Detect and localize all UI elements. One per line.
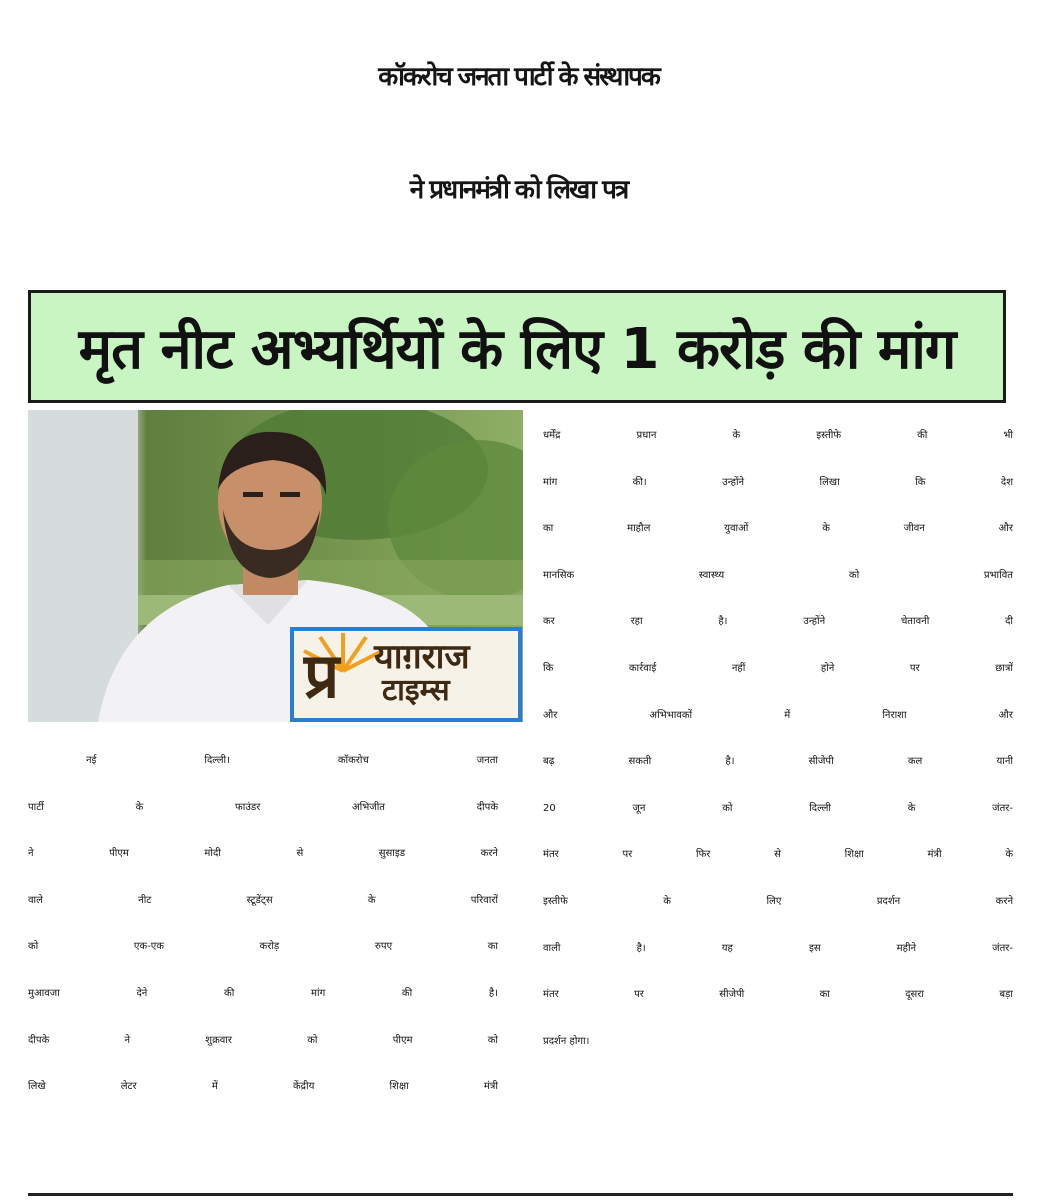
article-line: नई दिल्ली। कॉकरोच जनता: [86, 755, 498, 766]
article-line: मुआवजा देने की मांग की है।: [28, 987, 498, 999]
article-line: मंतर पर फिर से शिक्षा मंत्री के: [543, 849, 1013, 861]
prayagraj-times-logo: [290, 627, 522, 722]
article-column-right: [543, 413, 1013, 1065]
article-line: वाले नीट स्टूडेंट्स के परिवारों: [28, 894, 498, 906]
logo-word-1: याग़राज: [374, 637, 470, 677]
article-line: मांग की। उन्होंने लिखा कि देश: [543, 476, 1013, 488]
article-line: प्रदर्शन होगा।: [543, 1035, 590, 1047]
article-line: दीपके ने शुक्रवार को पीएम को: [28, 1034, 498, 1046]
article-line: लिखे लेटर में केंद्रीय शिक्षा मंत्री: [28, 1081, 498, 1093]
bottom-divider: [28, 1193, 1013, 1196]
article-line: ने पीएम मोदी से सुसाइड करने: [28, 848, 498, 860]
article-line: 20 जून को दिल्ली के जंतर-: [543, 802, 1013, 814]
article-line: को एक-एक करोड़ रुपए का: [28, 941, 498, 953]
article-line: इस्तीफे के लिए प्रदर्शन करने: [543, 895, 1013, 907]
logo-letter: प्र: [304, 639, 340, 712]
headline-line-2: ने प्रधानमंत्री को लिखा पत्र: [409, 175, 628, 205]
subheadline-box: [28, 290, 1006, 403]
subheadline-text: मृत नीट अभ्यर्थियों के लिए 1 करोड़ की मांग: [78, 316, 956, 382]
article-line: पार्टी के फाउंडर अभिजीत दीपके: [28, 801, 498, 813]
article-line: कि कार्रवाई नहीं होने पर छात्रों: [543, 662, 1013, 674]
article-column-left: [28, 738, 498, 1111]
article-line: मानसिक स्वास्थ्य को प्रभावित: [543, 569, 1013, 581]
headline-line-1: कॉकरोच जनता पार्टी के संस्थापक: [378, 62, 659, 92]
article-line: का माहौल युवाओं के जीवन और: [543, 523, 1013, 535]
article-line: मंतर पर सीजेपी का दूसरा बड़ा: [543, 989, 1013, 1001]
article-line: कर रहा है। उन्होंने चेतावनी दी: [543, 616, 1013, 628]
article-line: धर्मेंद्र प्रधान के इस्तीफे की भी: [543, 430, 1013, 441]
article-line: और अभिभावकों में निराशा और: [543, 709, 1013, 721]
article-line: वाली है। यह इस महीने जंतर-: [543, 942, 1013, 954]
logo-word-2: टाइम्स: [382, 673, 450, 708]
article-line: बढ़ सकती है। सीजेपी कल यानी: [543, 756, 1013, 768]
